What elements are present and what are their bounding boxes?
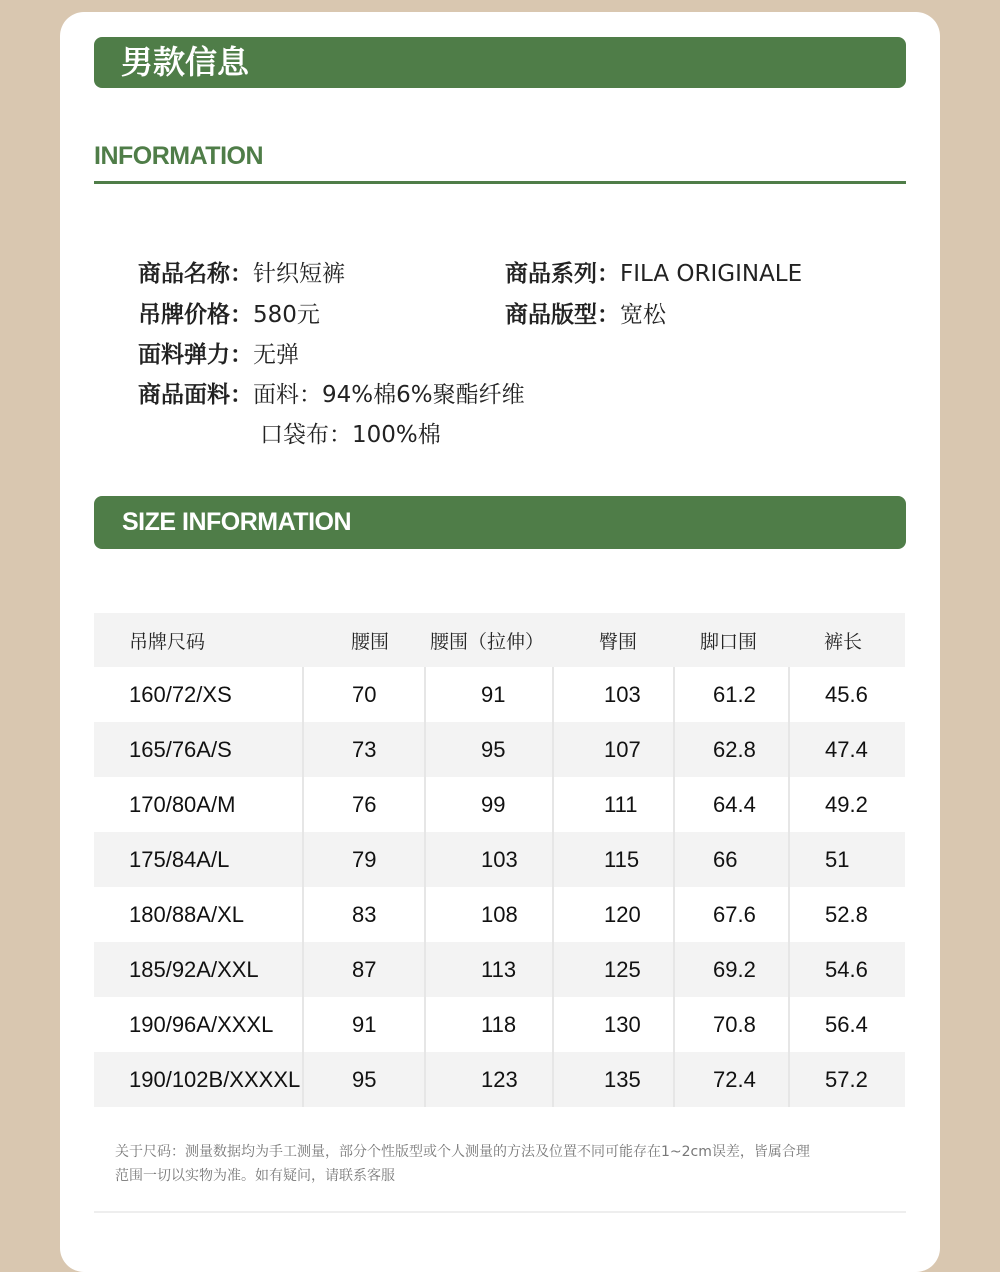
cell-hip: 130 xyxy=(553,997,674,1052)
table-row xyxy=(94,887,905,942)
column-header-leg-opening: 脚口围 xyxy=(674,613,789,667)
cell-waist: 76 xyxy=(303,777,425,832)
cell-length: 47.4 xyxy=(789,722,905,777)
cell-length: 49.2 xyxy=(789,777,905,832)
cell-waist: 73 xyxy=(303,722,425,777)
information-heading: INFORMATION xyxy=(94,142,264,170)
cell-size-tag: 180/88A/XL xyxy=(129,901,244,927)
cell-waist: 70 xyxy=(303,667,425,722)
table-row xyxy=(94,942,905,997)
cell-size-tag: 165/76A/S xyxy=(94,722,303,777)
cell-waist-stretched: 108 xyxy=(425,887,553,942)
cell-waist-stretched: 99 xyxy=(425,777,553,832)
cell-length: 52.8 xyxy=(789,887,905,942)
cell-leg-opening: 69.2 xyxy=(674,942,789,997)
cell-leg-opening: 61.2 xyxy=(674,667,789,722)
product-series-row xyxy=(505,259,802,289)
tag-price-value: 580元 xyxy=(253,302,320,328)
cell-leg-opening: 72.4 xyxy=(674,1052,789,1107)
cell-hip: 111 xyxy=(553,777,674,832)
table-row xyxy=(94,997,905,1052)
cell-waist: 83 xyxy=(303,887,425,942)
cell-size-tag: 185/92A/XXL xyxy=(94,942,303,997)
size-note-line-2: 范围一切以实物为准。如有疑问，请联系客服 xyxy=(115,1168,395,1184)
cell-length: 54.6 xyxy=(789,942,905,997)
cell-waist: 79 xyxy=(303,832,425,887)
tag-price-label: 吊牌价格： xyxy=(138,302,253,328)
cell-waist-stretched: 118 xyxy=(425,997,553,1052)
cell-length: 51 xyxy=(789,832,905,887)
page-title: 男款信息 xyxy=(94,37,906,88)
table-row xyxy=(94,722,905,777)
column-header-size-tag: 吊牌尺码 xyxy=(94,613,303,667)
bottom-divider xyxy=(94,1211,906,1213)
column-header-waist-stretched: 腰围（拉伸） xyxy=(425,613,553,667)
product-name-row xyxy=(138,259,345,289)
product-fit-label: 商品版型： xyxy=(505,302,620,328)
product-fabric-row xyxy=(138,380,525,410)
product-fabric-label: 商品面料： xyxy=(138,382,253,408)
cell-waist: 95 xyxy=(303,1052,425,1107)
cell-hip: 125 xyxy=(553,942,674,997)
column-header-hip: 臀围 xyxy=(553,613,674,667)
cell-waist-stretched: 103 xyxy=(425,832,553,887)
cell-hip: 103 xyxy=(553,667,674,722)
cell-waist: 91 xyxy=(303,997,425,1052)
size-note-line-1: 关于尺码：测量数据均为手工测量，部分个性版型或个人测量的方法及位置不同可能存在1~2cm误差，皆属合理 xyxy=(115,1144,810,1160)
cell-leg-opening: 64.4 xyxy=(674,777,789,832)
cell-leg-opening: 62.8 xyxy=(674,722,789,777)
product-series-value: FILA ORIGINALE xyxy=(620,261,803,287)
size-note xyxy=(115,1140,905,1188)
product-fabric-value: 面料：94%棉6%聚酯纤维 xyxy=(253,382,525,408)
column-header-waist: 腰围 xyxy=(303,613,425,667)
information-divider xyxy=(94,181,906,184)
cell-size-tag: 190/96A/XXXL xyxy=(129,1011,274,1037)
product-fit-value: 宽松 xyxy=(620,302,666,328)
cell-leg-opening: 70.8 xyxy=(674,997,789,1052)
cell-waist-stretched: 113 xyxy=(425,942,553,997)
table-row xyxy=(94,832,905,887)
fabric-elastic-label: 面料弹力： xyxy=(138,342,253,368)
size-information-heading: SIZE INFORMATION xyxy=(94,496,906,549)
table-row xyxy=(94,1052,905,1107)
cell-length: 45.6 xyxy=(789,667,905,722)
cell-hip: 120 xyxy=(553,887,674,942)
info-card xyxy=(60,12,940,1272)
pocket-fabric-value: 口袋布：100%棉 xyxy=(260,422,441,448)
cell-waist-stretched: 91 xyxy=(425,667,553,722)
cell-length: 57.2 xyxy=(789,1052,905,1107)
fabric-elastic-row xyxy=(138,340,299,370)
pocket-fabric-row xyxy=(260,420,441,450)
cell-leg-opening: 66 xyxy=(674,832,789,887)
table-row xyxy=(94,667,905,722)
fabric-elastic-value: 无弹 xyxy=(253,342,299,368)
cell-size-tag: 160/72/XS xyxy=(129,681,232,707)
cell-waist-stretched: 95 xyxy=(425,722,553,777)
table-header-row xyxy=(94,613,905,667)
table-row xyxy=(94,777,905,832)
cell-hip: 135 xyxy=(553,1052,674,1107)
product-name-value: 针织短裤 xyxy=(253,261,345,287)
cell-leg-opening: 67.6 xyxy=(674,887,789,942)
cell-waist: 87 xyxy=(303,942,425,997)
cell-hip: 107 xyxy=(553,722,674,777)
column-header-length: 裤长 xyxy=(789,613,905,667)
product-name-label: 商品名称： xyxy=(138,261,253,287)
cell-length: 56.4 xyxy=(789,997,905,1052)
size-table xyxy=(94,613,905,1107)
tag-price-row xyxy=(138,300,320,330)
cell-size-tag: 190/102B/XXXXL xyxy=(94,1052,303,1107)
product-series-label: 商品系列： xyxy=(505,261,620,287)
cell-size-tag: 170/80A/M xyxy=(129,791,236,817)
cell-size-tag: 175/84A/L xyxy=(94,832,303,887)
cell-waist-stretched: 123 xyxy=(425,1052,553,1107)
product-fit-row xyxy=(505,300,666,330)
cell-hip: 115 xyxy=(553,832,674,887)
